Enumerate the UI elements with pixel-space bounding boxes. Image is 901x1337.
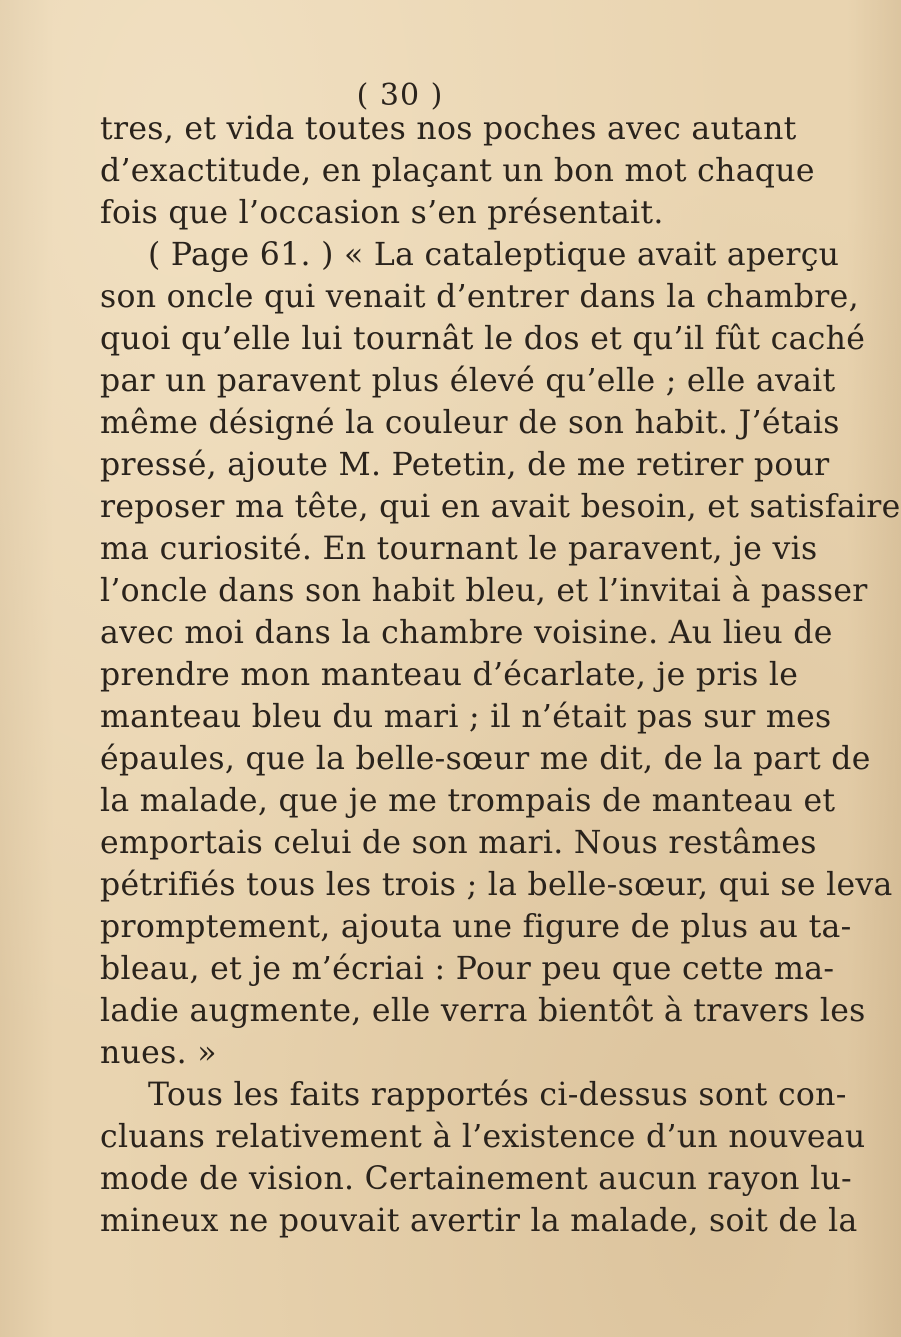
text-line: emportais celui de son mari. Nous restâmes	[100, 825, 817, 861]
text-line: pétrifiés tous les trois ; la belle-sœur, qui se leva	[100, 867, 893, 903]
text-line: épaules, que la belle-sœur me dit, de la part de	[100, 741, 871, 777]
text-line: mode de vision. Certainement aucun rayon lu-	[100, 1161, 852, 1197]
text-line: ma curiosité. En tournant le paravent, je vis	[100, 531, 818, 567]
text-line: par un paravent plus élevé qu’elle ; elle avait	[100, 363, 836, 399]
text-line: tres, et vida toutes nos poches avec autant	[100, 111, 797, 147]
text-line: d’exactitude, en plaçant un bon mot chaque	[100, 153, 815, 189]
text-line: nues. »	[100, 1035, 217, 1071]
text-line: ladie augmente, elle verra bientôt à travers les	[100, 993, 866, 1029]
text-line: prendre mon manteau d’écarlate, je pris le	[100, 657, 799, 693]
text-line: Tous les faits rapportés ci-dessus sont con-	[148, 1077, 847, 1113]
text-line: cluans relativement à l’existence d’un nouveau	[100, 1119, 866, 1155]
text-line: avec moi dans la chambre voisine. Au lieu de	[100, 615, 833, 651]
text-line: reposer ma tête, qui en avait besoin, et satisfaire	[100, 489, 901, 525]
text-line: son oncle qui venait d’entrer dans la chambre,	[100, 279, 859, 315]
text-line: l’oncle dans son habit bleu, et l’invitai à passer	[100, 573, 868, 609]
text-line: ( Page 61. ) « La cataleptique avait aperçu	[148, 237, 840, 273]
text-line: la malade, que je me trompais de manteau et	[100, 783, 836, 819]
text-line: promptement, ajouta une figure de plus au ta-	[100, 909, 852, 945]
text-line: mineux ne pouvait avertir la malade, soit de la	[100, 1203, 858, 1239]
text-line: bleau, et je m’écriai : Pour peu que cette ma-	[100, 951, 835, 987]
page-number: ( 30 )	[356, 78, 444, 113]
text-line: fois que l’occasion s’en présentait.	[100, 195, 664, 231]
text-line: pressé, ajoute M. Petetin, de me retirer pour	[100, 447, 830, 483]
text-line: quoi qu’elle lui tournât le dos et qu’il fût caché	[100, 321, 866, 357]
text-line: même désigné la couleur de son habit. J’étais	[100, 405, 840, 441]
text-line: manteau bleu du mari ; il n’était pas sur mes	[100, 699, 832, 735]
